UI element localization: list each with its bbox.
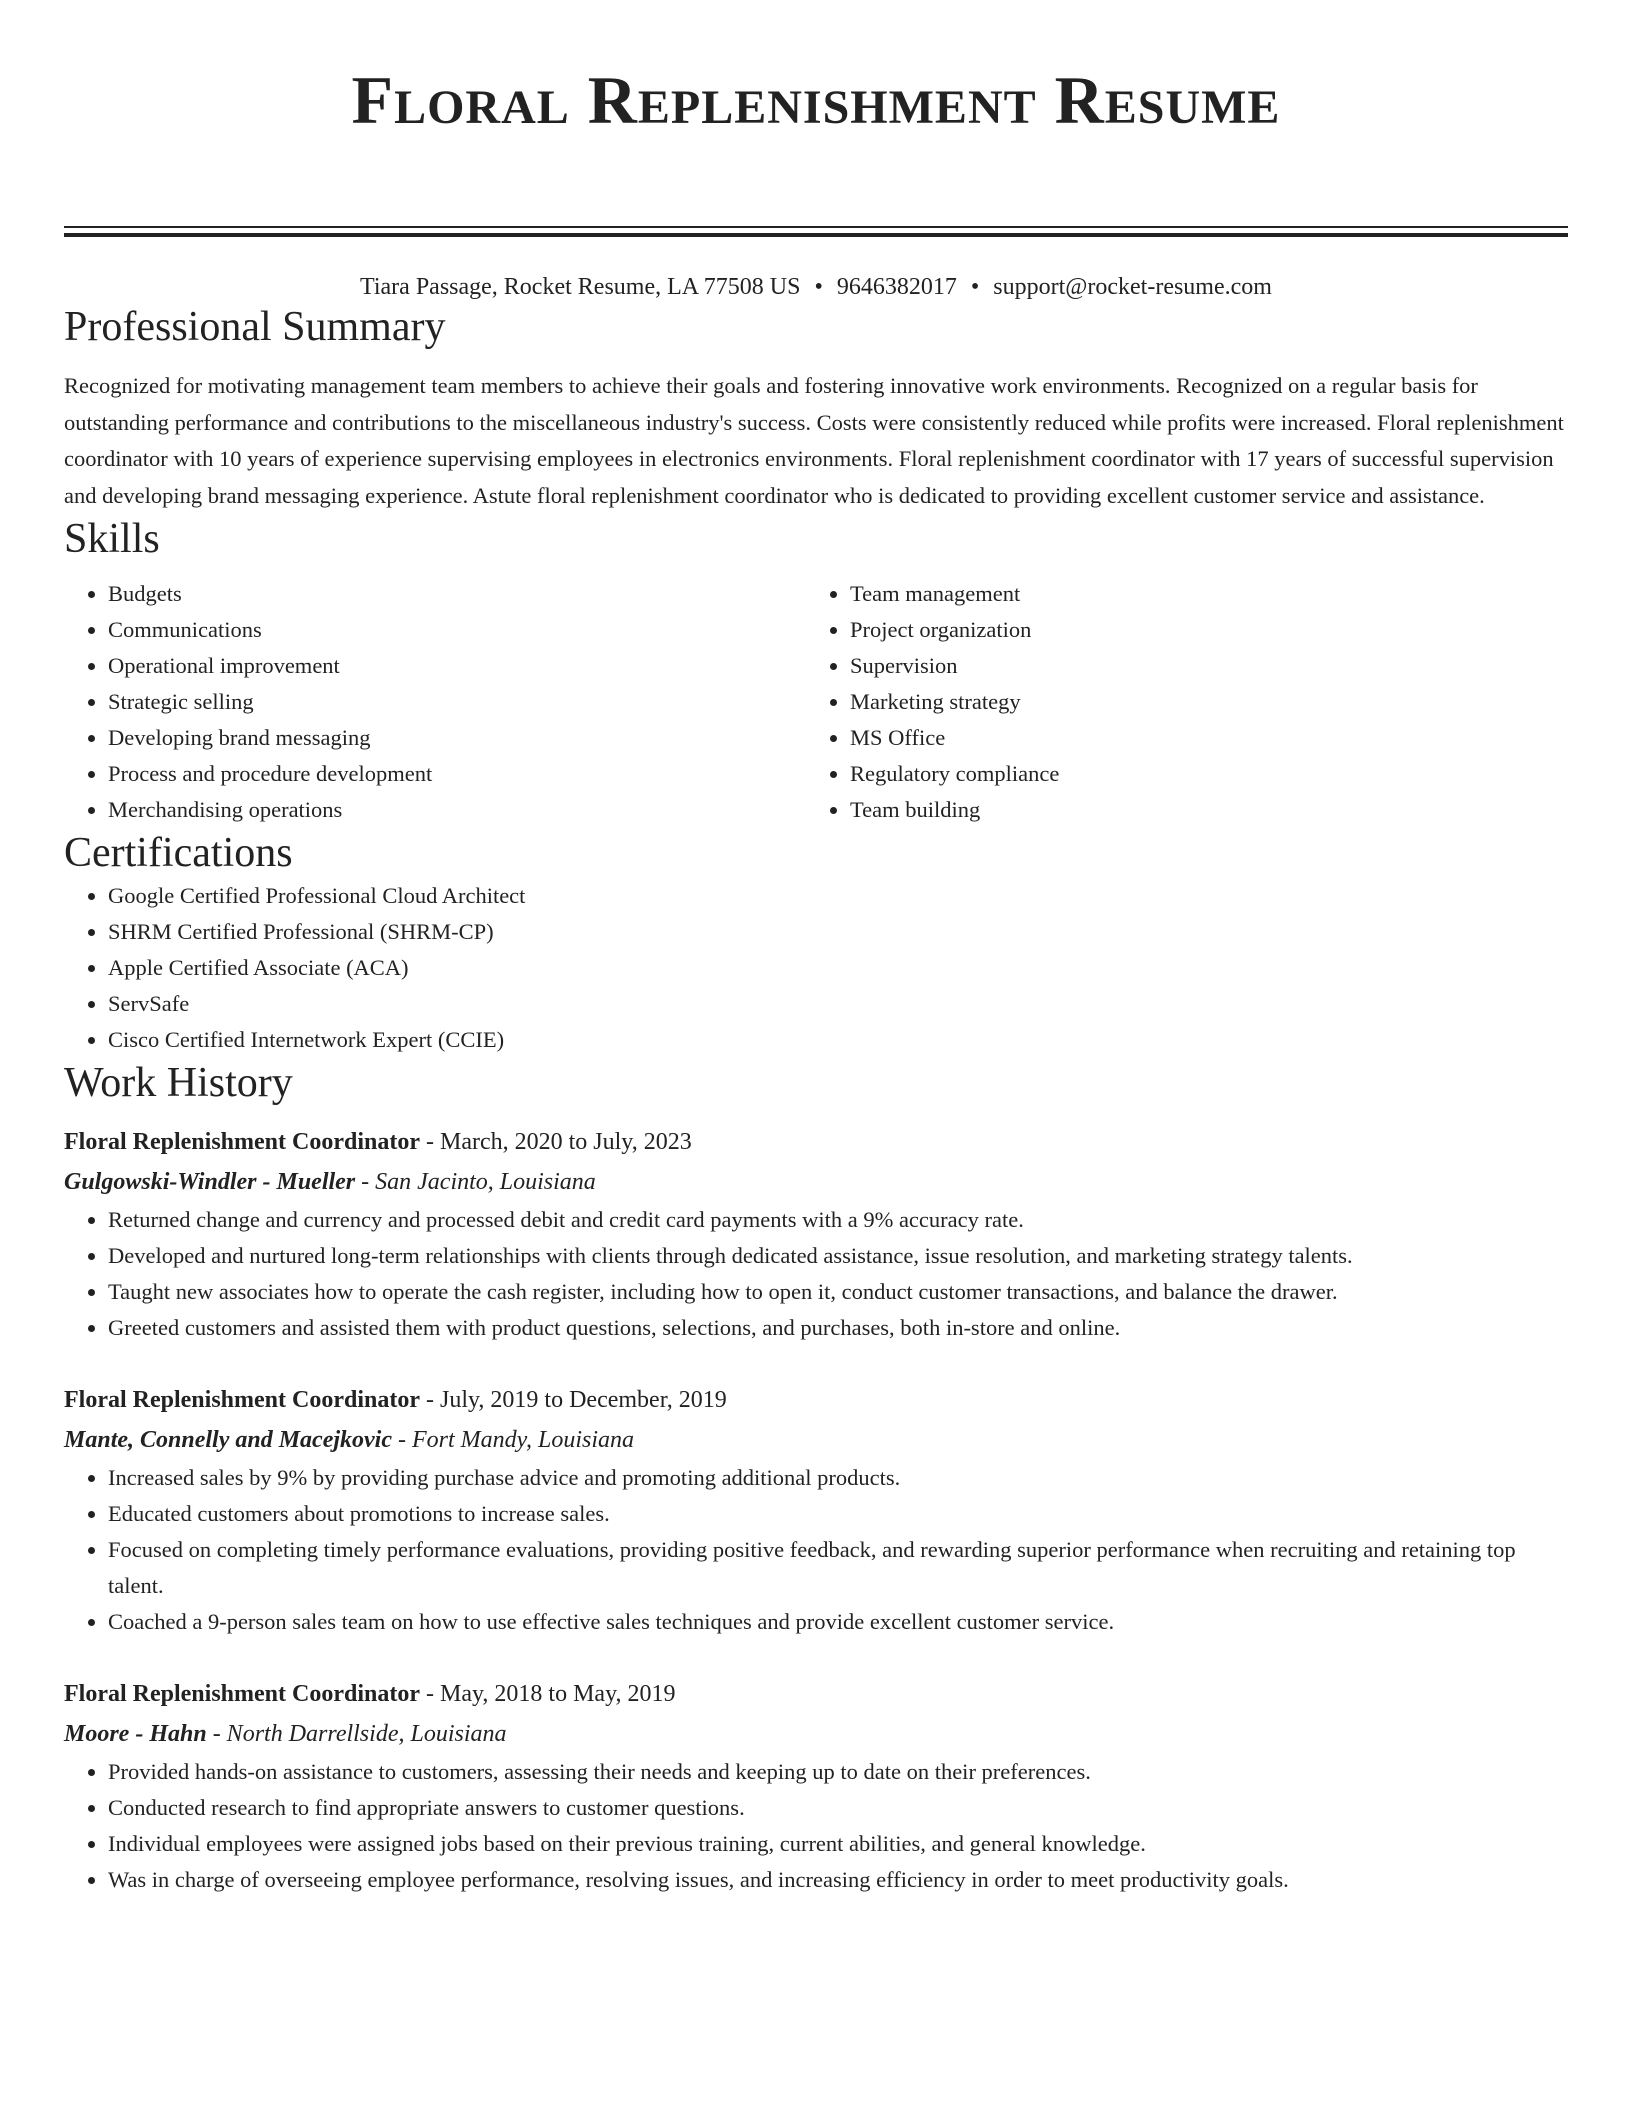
job-company: Moore - Hahn	[64, 1721, 207, 1747]
job-bullet: • Developed and nurtured long-term relationships with clients through dedicated assistance, issue resolution, and marketing strategy talents.	[108, 1238, 1568, 1274]
job-role: Floral Replenishment Coordinator	[64, 1681, 420, 1707]
job-location: - North Darrellside, Louisiana	[206, 1721, 507, 1747]
certification-item: • ServSafe	[108, 986, 1568, 1022]
contact-separator: •	[970, 274, 980, 300]
skill-item: • Team management	[850, 576, 1548, 612]
skill-item: • Marketing strategy	[850, 684, 1548, 720]
summary-text: Recognized for motivating management team members to achieve their goals and fostering innovative work environments. Recognized on a regular basis for outstanding performance and contributions to the miscellaneous industry's success. Costs were consistently reduced while profits were increased. Floral replenishment coordinator with 10 years of experience supervising employees in electronics environments. Floral replenishment coordinator with 17 years of successful supervision and developing brand messaging experience. Astute floral replenishment coordinator who is dedicated to providing excellent customer service and assistance.	[64, 373, 1564, 508]
job-bullet: • Greeted customers and assisted them with product questions, selections, and purchases, both in-store and online.	[108, 1310, 1568, 1346]
certification-item: • Google Certified Professional Cloud Architect	[108, 878, 1568, 914]
contact-separator: •	[814, 274, 823, 300]
job-dates: - May, 2018 to May, 2019	[419, 1681, 676, 1707]
summary-heading: Professional Summary	[64, 304, 446, 350]
job-dates: - July, 2019 to December, 2019	[419, 1387, 727, 1413]
job-bullet: • Individual employees were assigned jobs based on their previous training, current abilities, and general knowledge.	[108, 1826, 1568, 1862]
job-company: Gulgowski-Windler - Mueller	[64, 1169, 356, 1195]
skill-item: • Merchandising operations	[108, 792, 806, 828]
job-bullets	[64, 1754, 1568, 1898]
contact-line	[64, 272, 1568, 302]
skill-item: • Communications	[108, 612, 806, 648]
job-entry	[64, 1380, 1568, 1640]
job-company: Mante, Connelly and Macejkovic	[64, 1427, 392, 1453]
job-company-line	[64, 1420, 1568, 1460]
divider-thick-line	[64, 233, 1568, 237]
divider-thin-line	[64, 226, 1568, 228]
skill-item: • Strategic selling	[108, 684, 806, 720]
job-bullet: • Increased sales by 9% by providing purchase advice and promoting additional products.	[108, 1460, 1568, 1496]
job-header	[64, 1380, 1568, 1420]
certifications-heading: Certifications	[64, 830, 293, 876]
job-role: Floral Replenishment Coordinator	[64, 1387, 420, 1413]
job-bullet: • Provided hands-on assistance to customers, assessing their needs and keeping up to date on their preferences.	[108, 1754, 1568, 1790]
skills-heading: Skills	[64, 516, 160, 562]
job-bullets	[64, 1202, 1568, 1346]
skill-item: • Project organization	[850, 612, 1548, 648]
title-divider	[64, 226, 1568, 238]
job-role: Floral Replenishment Coordinator	[64, 1129, 420, 1155]
resume-page	[64, 0, 1568, 1898]
skills-list-left	[64, 576, 806, 828]
job-bullet: • Returned change and currency and processed debit and credit card payments with a 9% accuracy rate.	[108, 1202, 1568, 1238]
job-company-line	[64, 1162, 1568, 1202]
certification-item: • SHRM Certified Professional (SHRM-CP)	[108, 914, 1568, 950]
job-entry	[64, 1674, 1568, 1898]
job-bullet: • Coached a 9-person sales team on how to use effective sales techniques and provide excellent customer service.	[108, 1604, 1568, 1640]
job-location: - Fort Mandy, Louisiana	[391, 1427, 634, 1453]
skill-item: • Developing brand messaging	[108, 720, 806, 756]
contact-address: Tiara Passage, Rocket Resume, LA 77508 US	[360, 274, 801, 300]
resume-title: Floral Replenishment Resume	[351, 62, 1281, 138]
certifications-list	[64, 878, 1568, 1058]
job-bullet: • Was in charge of overseeing employee performance, resolving issues, and increasing efficiency in order to meet productivity goals.	[108, 1862, 1568, 1898]
skill-item: • Process and procedure development	[108, 756, 806, 792]
job-entry	[64, 1122, 1568, 1346]
job-bullet: • Conducted research to find appropriate answers to customer questions.	[108, 1790, 1568, 1826]
job-dates: - March, 2020 to July, 2023	[419, 1129, 692, 1155]
skills-column-right	[806, 576, 1548, 828]
certification-item: • Apple Certified Associate (ACA)	[108, 950, 1568, 986]
contact-phone: 9646382017	[836, 274, 957, 300]
skill-item: • Operational improvement	[108, 648, 806, 684]
skill-item: • Team building	[850, 792, 1548, 828]
skills-columns	[64, 576, 1568, 828]
skill-item: • Budgets	[108, 576, 806, 612]
skills-list-right	[806, 576, 1548, 828]
certification-item: • Cisco Certified Internetwork Expert (CCIE)	[108, 1022, 1568, 1058]
skill-item: • Supervision	[850, 648, 1548, 684]
work-history-heading: Work History	[64, 1060, 293, 1106]
job-bullet: • Focused on completing timely performance evaluations, providing positive feedback, and rewarding superior performance when recruiting and retaining top talent.	[108, 1532, 1568, 1604]
job-location: - San Jacinto, Louisiana	[355, 1169, 596, 1195]
job-header	[64, 1122, 1568, 1162]
skills-column-left	[64, 576, 806, 828]
job-header	[64, 1674, 1568, 1714]
job-bullets	[64, 1460, 1568, 1640]
contact-email: support@rocket-resume.com	[993, 274, 1272, 300]
skill-item: • MS Office	[850, 720, 1548, 756]
skill-item: • Regulatory compliance	[850, 756, 1548, 792]
job-bullet: • Taught new associates how to operate the cash register, including how to open it, conduct customer transactions, and balance the drawer.	[108, 1274, 1568, 1310]
job-bullet: • Educated customers about promotions to increase sales.	[108, 1496, 1568, 1532]
job-company-line	[64, 1714, 1568, 1754]
